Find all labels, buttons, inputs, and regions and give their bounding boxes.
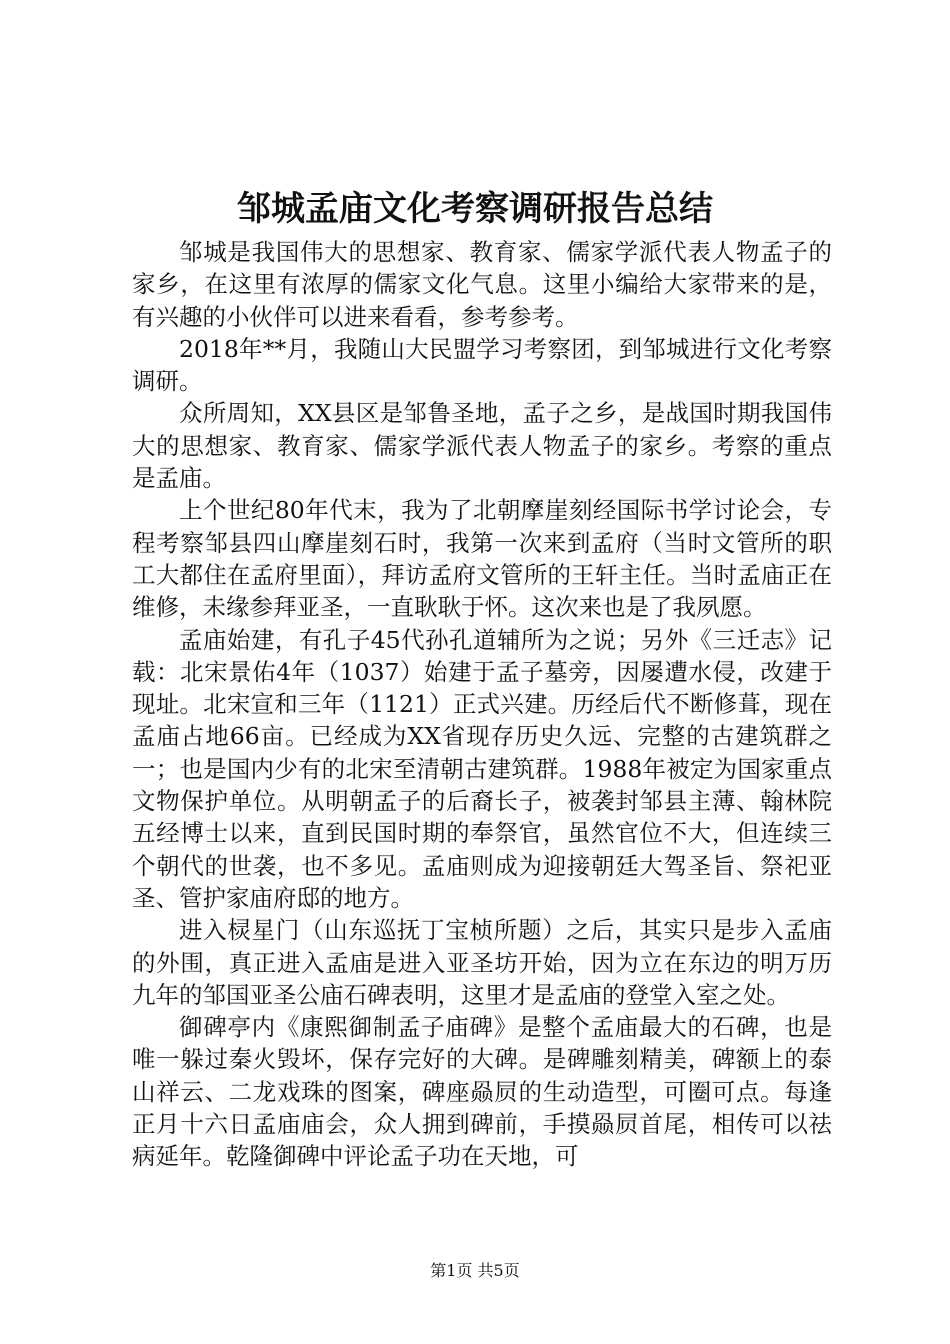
paragraph: 众所周知，XX县区是邹鲁圣地，孟子之乡，是战国时期我国伟大的思想家、教育家、儒家学派代表人物孟子的家乡。考察的重点是孟庙。	[132, 399, 832, 493]
paragraph: 进入棂星门（山东巡抚丁宝桢所题）之后，其实只是步入孟庙的外围，真正进入孟庙是进入亚圣坊开始，因为立在东边的明万历九年的邹国亚圣公庙石碑表明，这里才是孟庙的登堂入室之处。	[132, 916, 832, 1009]
paragraph: 邹城是我国伟大的思想家、教育家、儒家学派代表人物孟子的家乡，在这里有浓厚的儒家文化气息。这里小编给大家带来的是，有兴趣的小伙伴可以进来看看，参考参考。	[132, 238, 832, 331]
paragraph: 御碑亭内《康熙御制孟子庙碑》是整个孟庙最大的石碑，也是唯一躲过秦火毁坏，保存完好的大碑。是碑雕刻精美，碑额上的泰山祥云、二龙戏珠的图案，碑座赑屃的生动造型，可圈可点。每逢正月十六日孟庙庙会，众人拥到碑前，手摸赑屃首尾，相传可以祛病延年。乾隆御碑中评论孟子功在天地，可	[132, 1013, 832, 1171]
paragraph: 2018年**月，我随山大民盟学习考察团，到邹城进行文化考察调研。	[132, 334, 832, 396]
page-number-footer: 第1页 共5页	[430, 1261, 520, 1280]
paragraph: 孟庙始建，有孔子45代孙孔道辅所为之说；另外《三迁志》记载：北宋景佑4年（1037）始建于孟子墓旁，因屡遭水侵，改建于现址。北宋宣和三年（1121）正式兴建。历经后代不断修葺，现在孟庙占地66亩。已经成为XX省现存历史久远、完整的古建筑群之一；也是国内少有的北宋至清朝古建筑群。1988年被定为国家重点文物保护单位。从明朝孟子的后裔长子，被袭封邹县主薄、翰林院五经博士以来，直到民国时期的奉祭官，虽然官位不大，但连续三个朝代的世袭，也不多见。孟庙则成为迎接朝廷大驾圣旨、祭祀亚圣、管护家庙府邸的地方。	[132, 625, 832, 912]
document-title: 邹城孟庙文化考察调研报告总结	[237, 189, 713, 229]
document-body	[132, 236, 832, 1173]
paragraph: 上个世纪80年代末，我为了北朝摩崖刻经国际书学讨论会，专程考察邹县四山摩崖刻石时，我第一次来到孟府（当时文管所的职工大都住在孟府里面），拜访孟府文管所的王轩主任。当时孟庙正在维修，未缘参拜亚圣，一直耿耿于怀。这次来也是了我夙愿。	[132, 496, 832, 622]
